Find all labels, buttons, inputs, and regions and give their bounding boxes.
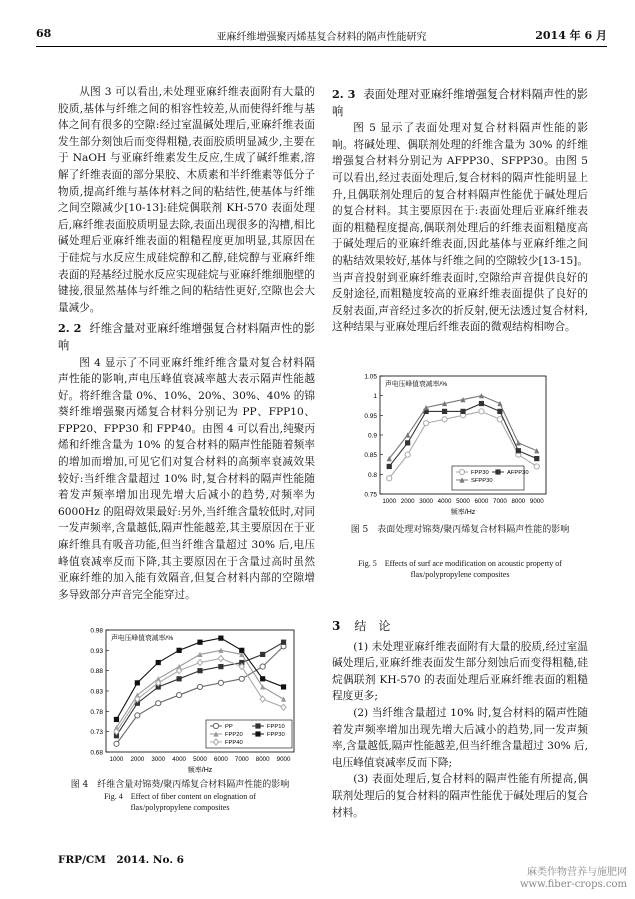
data-point-fpp30 (156, 660, 161, 665)
data-point-fpp10 (218, 664, 223, 669)
section-title: 结 论 (354, 619, 391, 633)
section-2-3-heading (332, 86, 588, 120)
watermark (520, 867, 627, 891)
issue-date: 2014 年 6 月 (535, 29, 607, 42)
fig5-chart (352, 370, 552, 518)
data-point-fpp30 (177, 648, 182, 653)
data-point-pp (177, 692, 182, 697)
legend-marker (255, 731, 260, 736)
right-column (332, 84, 588, 336)
data-point-sfpp30 (534, 448, 539, 453)
data-point-pp (260, 664, 265, 669)
data-point-fpp30 (387, 476, 392, 481)
legend-marker (255, 723, 260, 728)
x-tick-label: 6000 (474, 498, 489, 505)
data-point-pp (218, 680, 223, 685)
fig5-caption (332, 524, 588, 580)
x-tick-label: 5000 (193, 756, 207, 763)
data-point-fpp30 (114, 717, 119, 722)
y-tick-label: 0.8 (367, 471, 377, 479)
data-point-fpp30 (239, 648, 244, 653)
data-point-afpp30 (534, 456, 539, 461)
paragraph-fig5: 图 5 显示了表面处理对复合材料隔声性能的影响。将碱处理、偶联剂处理的纤维含量为 30% 的纤维增强复合材料分别记为 AFPP30、SFPP30。由图 5 可以看出,经过表面处理后,复合材料的隔声性能明显上升,且偶联剂处理后的复合材料隔声性能优于碱处理后的复合材料。其主要原因在于:表面处理后亚麻纤维表面的粗糙程度提高,偶联剂处理后的纤维表面粗糙度高于碱处理后的亚麻纤维表面,因此基体与亚麻纤维之间的粘结效果较好,基体与纤维之间的空隙较少[13-15]。当声音投射到亚麻纤维表面时,空隙给声音提供良好的反射途径,而粗糙度较高的亚麻纤维表面提供了良好的反射表面,声音经过多次的折反射,便无法透过复合材料,这种结果与亚麻处理后纤维表面的微观结构相吻合。 (332, 122, 588, 334)
data-point-fpp30 (135, 680, 140, 685)
conclusion-3: (3) 表面处理后,复合材料的隔声性能有所提高,偶联剂处理后的复合材料的隔声性能优于碱处理后的复合材料。 (332, 773, 588, 819)
data-point-fpp10 (260, 652, 265, 657)
y-tick-label: 0.68 (90, 749, 103, 757)
data-point-fpp30 (405, 452, 410, 457)
chart-title: 声电压峰值衰减率/% (111, 635, 174, 642)
legend-marker (459, 469, 464, 474)
y-tick-label: 0.85 (364, 452, 377, 460)
data-point-fpp30 (197, 640, 202, 645)
x-tick-label: 3000 (419, 498, 433, 505)
y-tick-label: 0.95 (364, 412, 377, 420)
page-header (36, 27, 607, 45)
x-tick-label: 7000 (234, 756, 249, 763)
x-tick-label: 2000 (400, 498, 415, 505)
section-number: 2. 2 (58, 321, 82, 336)
data-point-pp (114, 741, 119, 746)
data-point-fpp20 (281, 697, 286, 702)
legend-label: SFPP30 (471, 478, 493, 485)
header-rule (36, 46, 607, 47)
y-tick-label: 1.05 (364, 373, 377, 381)
data-point-fpp10 (197, 668, 202, 673)
x-tick-label: 5000 (456, 498, 470, 505)
data-point-fpp30 (424, 421, 429, 426)
legend-label: FPP30 (471, 470, 489, 477)
y-tick-label: 0.93 (90, 647, 103, 655)
legend-label: FPP40 (225, 740, 243, 747)
data-point-fpp30 (260, 676, 265, 681)
section-title: 纤维含量对亚麻纤维增强复合材料隔声性的影响 (58, 322, 315, 352)
fig5-caption-zh: 图 5 表面处理对锦葵/聚丙烯复合材料隔声性能的影响 (350, 525, 570, 535)
chart-title: 声电压峰值衰减率/% (385, 381, 448, 388)
watermark-line2: www.fiber-crops.com (519, 879, 627, 890)
legend-label: AFPP30 (507, 470, 529, 477)
legend-label: FPP30 (267, 732, 285, 739)
y-tick-label: 0.75 (364, 491, 377, 499)
y-tick-label: 0.98 (90, 627, 103, 635)
x-tick-label: 1000 (109, 756, 124, 763)
footer-journal: FRP/CM 2014. No. 6 (58, 854, 184, 866)
data-point-fpp30 (534, 464, 539, 469)
fig5-caption-en1: Fig. 5 Effects of surf ace modification on acoustic property of (358, 559, 562, 568)
data-point-afpp30 (442, 409, 447, 414)
data-point-afpp30 (405, 440, 410, 445)
conclusion-1: (1) 未处理亚麻纤维表面附有大量的胶质,经过室温碱处理后,亚麻纤维表面发生部分刻蚀后而变得粗糙,硅烷偶联剂 KH-570 的表面处理后亚麻纤维表面的粗糙程度更多; (332, 640, 588, 703)
legend-marker (213, 723, 218, 728)
x-tick-label: 4000 (437, 498, 452, 505)
section-number: 2. 3 (332, 87, 356, 101)
x-axis-label: 频率/Hz (187, 767, 213, 774)
data-point-sfpp30 (497, 401, 502, 406)
data-point-fpp10 (177, 676, 182, 681)
section-3-heading (332, 618, 588, 635)
section-title: 表面处理对亚麻纤维增强复合材料隔声性的影响 (332, 88, 588, 118)
paragraph-fig4: 图 4 显示了不同亚麻纤维纤维含量对复合材料隔声性能的影响,声电压峰值衰减率越大表示隔声性能越好。将纤维含量 0%、10%、20%、30%、40% 的锦葵纤维增强聚丙烯复合材料分别记为 PP、FPP10、FPP20、FPP30 和 FPP40。由图 4 可以看出,纯聚丙烯和纤维含量为 10% 的复合材料的隔声性能随着频率的增加而增加,可见它们对复合材料的高频率衰减效果较好:当纤维含量超过 10% 时,复合材料的隔声性能随着发声频率增加出现先增大后减小的趋势,对频率为 6000Hz 的阻碍效果最好:另外,当纤维含量较低时,对同一发声频率,含量越低,隔声性能越差,其主要原因在于亚麻纤维具有吸音功能,但当纤维含量超过 30% 后,电压峰值衰减率反而下降,其主要原因在于含量过高时虽然亚麻纤维的加入能有效隔音,但复合材料内部的空隙增多导致部分声音完全能穿过。 (58, 356, 315, 601)
data-point-fpp40 (197, 659, 202, 665)
data-point-sfpp30 (516, 440, 521, 445)
x-tick-label: 2000 (130, 756, 145, 763)
y-tick-label: 1 (373, 393, 377, 401)
y-tick-label: 0.78 (90, 708, 103, 716)
section-2-2-heading (58, 320, 315, 354)
fig4-chart (78, 626, 300, 776)
fig4-caption (40, 779, 320, 813)
data-point-pp (197, 684, 202, 689)
x-tick-label: 8000 (255, 756, 270, 763)
data-point-pp (239, 676, 244, 681)
data-point-pp (135, 713, 140, 718)
fig5-caption-en2: flax/polypropylene composites (410, 570, 510, 579)
running-title: 亚麻纤维增强聚丙烯基复合材料的隔声性能研究 (216, 32, 427, 43)
legend-marker (495, 469, 500, 474)
legend-label: FPP20 (225, 732, 243, 739)
x-tick-label: 7000 (493, 498, 507, 505)
data-point-afpp30 (387, 464, 392, 469)
data-point-fpp30 (218, 636, 223, 641)
y-tick-label: 0.73 (90, 729, 103, 737)
data-point-afpp30 (479, 401, 484, 406)
series-line-fpp30 (116, 638, 283, 719)
x-tick-label: 6000 (214, 756, 228, 763)
watermark-line1: 麻类作物营养与施肥网 (527, 867, 627, 878)
data-point-pp (156, 701, 161, 706)
legend-label: PP (225, 724, 233, 731)
fig4-caption-zh: 图 4 纤维含量对锦葵/聚丙烯复合材料隔声性能的影响 (70, 780, 290, 790)
x-tick-label: 9000 (529, 498, 544, 505)
fig4-caption-en1: Fig. 4 Effect of fiber content on elognation of (104, 792, 256, 801)
x-tick-label: 4000 (172, 756, 186, 763)
x-tick-label: 9000 (276, 756, 291, 763)
y-tick-label: 0.9 (367, 432, 377, 440)
x-tick-label: 1000 (382, 498, 397, 505)
data-point-fpp30 (442, 417, 447, 422)
left-column (58, 84, 315, 603)
y-tick-label: 0.88 (90, 668, 103, 676)
paragraph-fig3: 从图 3 可以看出,未处理亚麻纤维表面附有大量的胶质,基体与纤维之间的相容性较差,从而使得纤维与基体之间有很多的空隙:经过室温碱处理后,亚麻纤维表面发生部分刻蚀后而变得粗糙,表面胶质明显减少,主要在于 NaOH 与亚麻纤维素发生反应,生成了碱纤维素,溶解了纤维表面的部分果胶、木质素和半纤维素等低分子物质,提高纤维与基体材料之间的粘结性,使基体与纤维之间空隙减少[10-13]:硅烷偶联剂 KH-570 表面处理后,麻纤维表面胶质明显去除,表面出现很多的沟槽,相比碱处理后亚麻纤维表面的粗糙程度更加明显,其原因在于硅烷与水反应生成硅烷醇和乙醇,硅烷醇与亚麻纤维表面的羟基经过脱水反应实现硅烷与亚麻纤维细胞壁的键接,很显然基体与纤维之间的粘结性更好,空隙也会大量减少。 (58, 86, 315, 314)
x-axis-label: 频率/Hz (450, 509, 476, 516)
data-point-fpp30 (281, 684, 286, 689)
x-tick-label: 8000 (511, 498, 526, 505)
x-tick-label: 3000 (151, 756, 166, 763)
data-point-fpp40 (218, 655, 223, 661)
page-number: 68 (36, 27, 52, 40)
data-point-afpp30 (516, 448, 521, 453)
data-point-fpp30 (497, 417, 502, 422)
y-tick-label: 0.83 (90, 688, 103, 696)
conclusion-block (332, 608, 588, 821)
data-point-fpp30 (479, 409, 484, 414)
legend-label: FPP10 (267, 724, 285, 731)
data-point-fpp10 (281, 640, 286, 645)
data-point-afpp30 (460, 409, 465, 414)
section-number: 3 (332, 619, 341, 633)
fig4-caption-en2: flax/polypropylene composites (130, 803, 230, 812)
data-point-fpp40 (281, 704, 286, 710)
conclusion-2: (2) 当纤维含量超过 10% 时,复合材料的隔声性随着发声频率增加出现先增大后减小的趋势,同一发声频率,含量越低,隔声性能越差,但当纤维含量超过 30% 后,电压峰值衰减率反而下降; (332, 706, 588, 769)
data-point-afpp30 (497, 409, 502, 414)
